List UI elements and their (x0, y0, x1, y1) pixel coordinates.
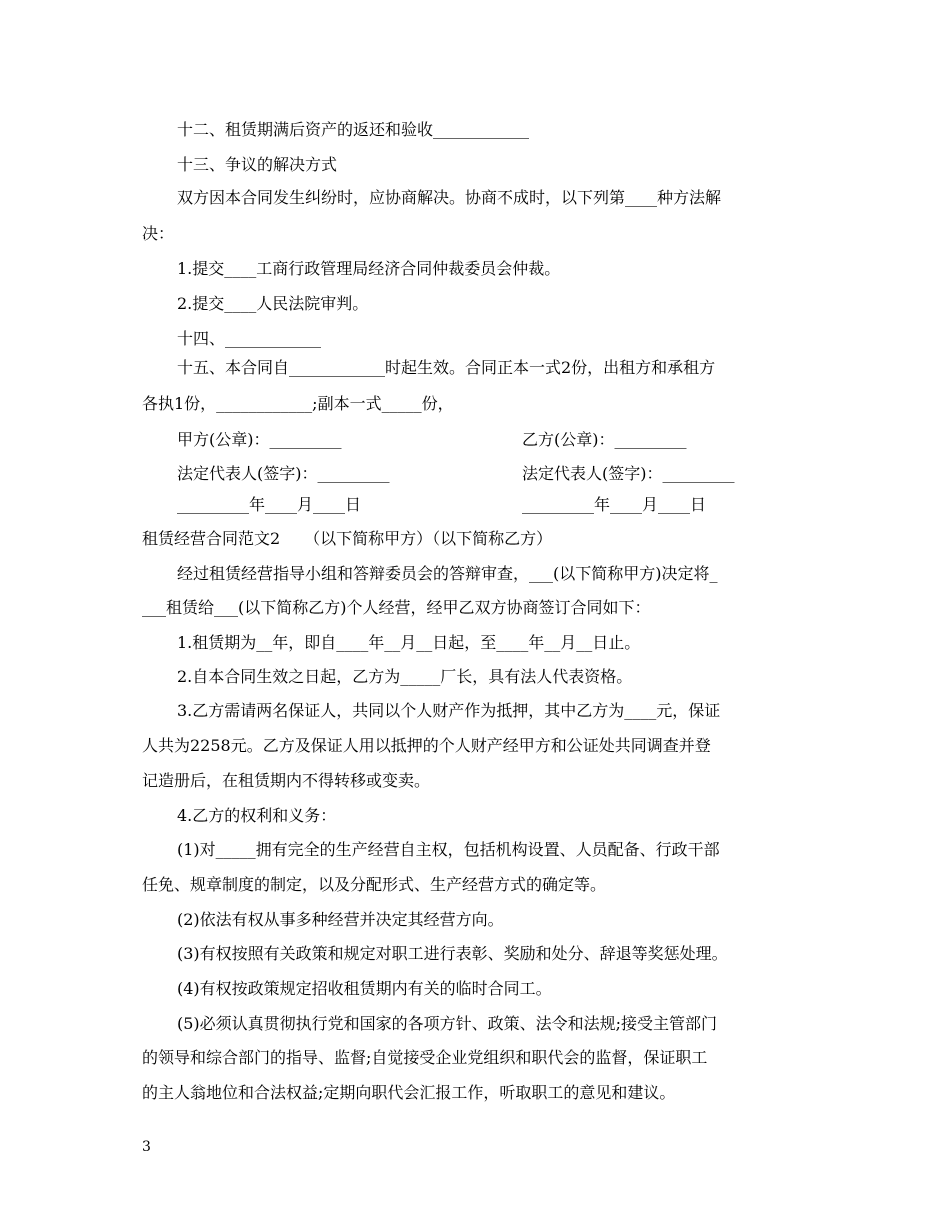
item-1-lease-term: 1.租赁期为__年，即自____年__月__日起，至____年__月__日止。 (177, 633, 641, 652)
dispute-text-cont: 决： (142, 224, 175, 243)
arbitration-option: 1.提交____工商行政管理局经济合同仲裁委员会仲裁。 (177, 259, 561, 278)
right-1: (1)对_____拥有完全的生产经营自主权，包括机构设置、人员配备、行政干部 (177, 840, 720, 859)
right-1-cont: 任免、规章制度的制定，以及分配形式、生产经营方式的确定等。 (142, 875, 607, 894)
clause-15: 十五、本合同自____________时起生效。合同正本一式2份，出租方和承租方 (177, 358, 716, 377)
right-4: (4)有权按政策规定招收租赁期内有关的临时合同工。 (177, 979, 552, 998)
party-a-date: _________年____月____日 (177, 495, 362, 514)
party-b-date: _________年____月____日 (522, 495, 707, 514)
item-4-heading: 4.乙方的权利和义务： (177, 806, 337, 825)
clause-14: 十四、____________ (177, 329, 322, 348)
item-3-guarantors: 3.乙方需请两名保证人，共同以个人财产作为抵押，其中乙方为____元，保证 (177, 701, 721, 720)
clause-13-heading: 十三、争议的解决方式 (177, 155, 338, 174)
preamble: 经过租赁经营指导小组和答辩委员会的答辩审查，___(以下简称甲方)决定将_ (177, 564, 718, 583)
party-a-representative: 法定代表人(签字)：_________ (177, 464, 390, 483)
obligation-5-cont: 的领导和综合部门的指导、监督;自觉接受企业党组织和职代会的监督，保证职工 (142, 1048, 708, 1067)
clause-12: 十二、租赁期满后资产的返还和验收____________ (177, 120, 530, 139)
page-number: 3 (142, 1139, 151, 1155)
dispute-text: 双方因本合同发生纠纷时，应协商解决。协商不成时，以下列第____种方法解 (177, 188, 722, 207)
right-2: (2)依法有权从事多种经营并决定其经营方向。 (177, 910, 504, 929)
obligation-5-cont-2: 的主人翁地位和合法权益;定期向职代会汇报工作，听取职工的意见和建议。 (142, 1083, 676, 1102)
party-a-seal: 甲方(公章)：_________ (177, 430, 342, 449)
item-3-cont: 人共为2258元。乙方及保证人用以抵押的个人财产经甲方和公证处共同调查并登 (142, 736, 711, 755)
preamble-cont: ___租赁给___(以下简称乙方)个人经营，经甲乙双方协商签订合同如下： (142, 598, 651, 617)
section-title: 租赁经营合同范文2 （以下简称甲方）（以下简称乙方） (142, 529, 553, 548)
obligation-5: (5)必须认真贯彻执行党和国家的各项方针、政策、法令和法规;接受主管部门 (177, 1014, 718, 1033)
court-option: 2.提交____人民法院审判。 (177, 294, 369, 313)
right-3: (3)有权按照有关政策和规定对职工进行表彰、奖励和处分、辞退等奖惩处理。 (177, 944, 728, 963)
item-3-cont-2: 记造册后，在租赁期内不得转移或变卖。 (142, 771, 431, 790)
item-2-director: 2.自本合同生效之日起，乙方为_____厂长，具有法人代表资格。 (177, 667, 633, 686)
clause-15-cont: 各执1份，____________;副本一式_____份， (142, 394, 454, 413)
party-b-seal: 乙方(公章)：_________ (522, 430, 687, 449)
party-b-representative: 法定代表人(签字)：_________ (522, 464, 735, 483)
